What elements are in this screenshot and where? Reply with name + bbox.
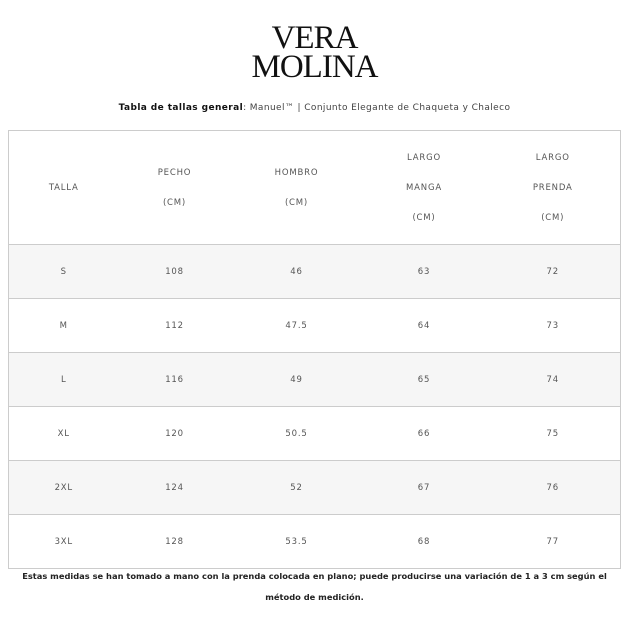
table-row xyxy=(9,353,621,407)
measurement-note: Estas medidas se han tomado a mano con la prenda colocada en plano; puede producirse una variación de 1 a 3 cm según el método de medición. xyxy=(22,571,607,602)
header-largo-prenda-label-2: PRENDA xyxy=(532,182,573,193)
header-pecho xyxy=(119,131,231,245)
cell-talla: XL xyxy=(9,407,119,461)
cell-hombro: 53.5 xyxy=(231,515,363,569)
header-largo-prenda xyxy=(486,131,621,245)
cell-talla: 2XL xyxy=(9,461,119,515)
brand-logo-line-2: MOLINA xyxy=(251,49,378,85)
cell-talla: S xyxy=(9,245,119,299)
header-pecho-unit: (CM) xyxy=(162,197,187,208)
cell-largo-prenda: 75 xyxy=(486,407,621,461)
chart-title-bold: Tabla de tallas general xyxy=(118,103,244,113)
header-hombro-label: HOMBRO xyxy=(274,167,319,178)
cell-largo-manga: 67 xyxy=(363,461,486,515)
cell-hombro: 49 xyxy=(231,353,363,407)
cell-largo-manga: 64 xyxy=(363,299,486,353)
table-row xyxy=(9,407,621,461)
header-largo-manga-unit: (CM) xyxy=(412,212,436,223)
cell-largo-manga: 66 xyxy=(363,407,486,461)
cell-largo-manga: 63 xyxy=(363,245,486,299)
header-largo-manga-label-1: LARGO xyxy=(407,152,441,163)
header-largo-manga xyxy=(363,131,486,245)
table-row xyxy=(9,461,621,515)
cell-largo-prenda: 76 xyxy=(486,461,621,515)
cell-largo-prenda: 72 xyxy=(486,245,621,299)
cell-talla: 3XL xyxy=(9,515,119,569)
cell-pecho: 120 xyxy=(119,407,231,461)
size-table xyxy=(8,130,621,569)
header-largo-manga-label-2: MANGA xyxy=(406,182,442,193)
cell-largo-manga: 65 xyxy=(363,353,486,407)
table-row xyxy=(9,299,621,353)
cell-talla: L xyxy=(9,353,119,407)
table-row xyxy=(9,245,621,299)
cell-hombro: 52 xyxy=(231,461,363,515)
header-talla-label: TALLA xyxy=(48,182,79,193)
chart-title xyxy=(0,103,629,113)
cell-largo-prenda: 77 xyxy=(486,515,621,569)
header-hombro xyxy=(231,131,363,245)
cell-hombro: 47.5 xyxy=(231,299,363,353)
header-largo-prenda-label-1: LARGO xyxy=(535,152,570,163)
brand-logo xyxy=(0,20,629,85)
cell-hombro: 50.5 xyxy=(231,407,363,461)
cell-talla: M xyxy=(9,299,119,353)
header-hombro-unit: (CM) xyxy=(284,197,309,208)
cell-pecho: 112 xyxy=(119,299,231,353)
cell-pecho: 116 xyxy=(119,353,231,407)
cell-pecho: 128 xyxy=(119,515,231,569)
table-row xyxy=(9,515,621,569)
brand-logo-line-1: VERA xyxy=(271,20,358,56)
chart-title-product: : Manuel™ | Conjunto Elegante de Chaqueta y Chaleco xyxy=(243,103,511,113)
cell-pecho: 108 xyxy=(119,245,231,299)
table-header-row xyxy=(9,131,621,245)
cell-largo-prenda: 74 xyxy=(486,353,621,407)
header-talla xyxy=(9,131,119,245)
cell-largo-prenda: 73 xyxy=(486,299,621,353)
cell-hombro: 46 xyxy=(231,245,363,299)
header-largo-prenda-unit: (CM) xyxy=(541,212,565,223)
cell-largo-manga: 68 xyxy=(363,515,486,569)
header-pecho-label: PECHO xyxy=(157,167,192,178)
cell-pecho: 124 xyxy=(119,461,231,515)
